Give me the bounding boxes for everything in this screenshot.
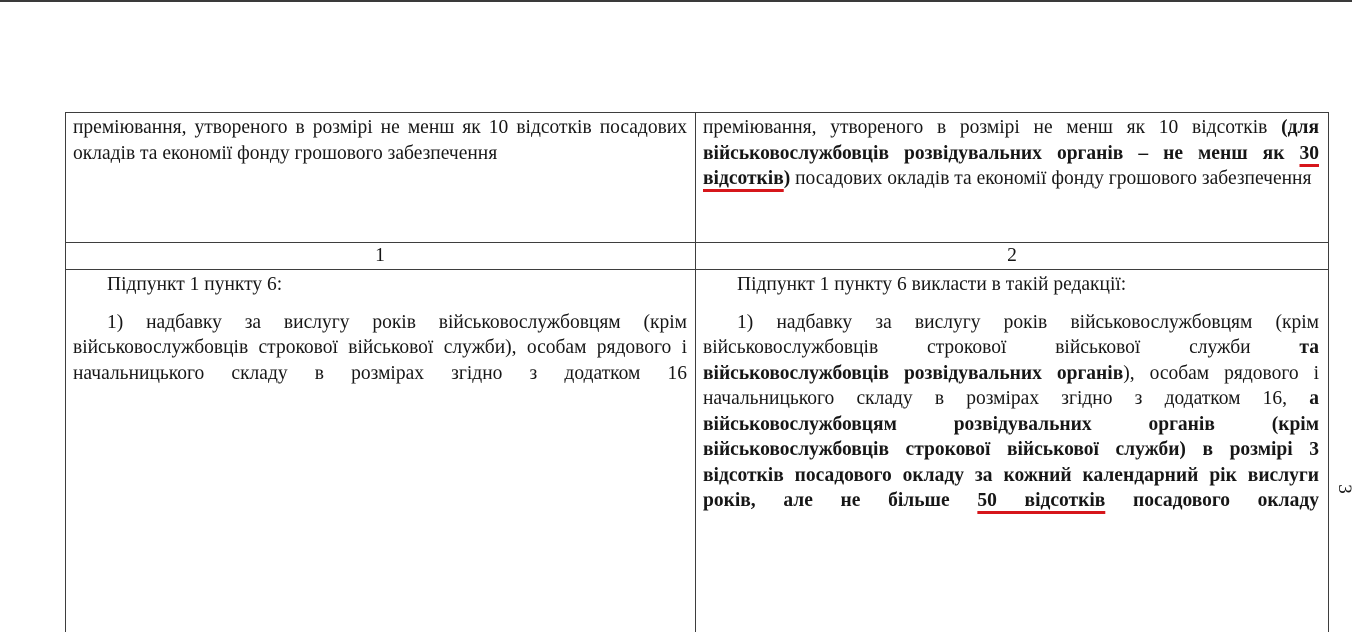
bottom-right-underlined-50: 50 відсотків (977, 490, 1106, 511)
column-number-2: 2 (1007, 245, 1017, 266)
bottom-left-cell (73, 272, 687, 412)
table-border-middle (695, 112, 696, 632)
top-right-text (703, 115, 1319, 192)
top-left-text: преміювання, утвореного в розмірі не менш як 10 відсотків посадових окладів та економії фонду грошового забезпечення (73, 117, 687, 164)
bottom-right-plain-mid: ), особам рядового і начальницького складу в розмірах згідно з додатком 16, (703, 362, 1319, 409)
bottom-left-body: 1) надбавку за вислугу років військовослужбовцям (крім військовослужбовців строкової військової служби), особам рядового і начальницького складу в розмірах згідно з додатком 16 (73, 311, 687, 384)
top-right-bold-close: ) (783, 168, 791, 189)
top-right-plain: преміювання, утвореного в розмірі не менш як 10 відсотків (703, 117, 1282, 138)
bottom-left-heading: Підпункт 1 пункту 6: (107, 274, 283, 295)
bottom-right-heading: Підпункт 1 пункту 6 викласти в такій редакції: (737, 274, 1127, 295)
table-border-numbers-bottom (65, 269, 1329, 270)
column-number-1: 1 (375, 245, 385, 266)
top-right-plain-end: посадових окладів та економії фонду грошового забезпечення (790, 168, 1312, 189)
bottom-right-cell (703, 272, 1319, 539)
bottom-right-bold-end: посадового окладу (1105, 490, 1319, 511)
bottom-right-bold-addition: а військовослужбовцям розвідувальних органів (крім військовослужбовців строкової військової служби) в розмірі 3 відсотків посадового окладу за кожний календарний рік вислуги років, але не більше (703, 388, 1319, 511)
table-border-left (65, 112, 66, 632)
bottom-right-plain: 1) надбавку за вислугу років військовослужбовцям (крім військовослужбовців строкової військової служби (703, 311, 1319, 358)
top-right-underlined-30: 30 відсотків (703, 142, 1319, 189)
comparison-table (65, 112, 1329, 632)
page-number: 3 (1334, 484, 1355, 494)
table-border-right (1328, 112, 1329, 632)
top-right-bold: (для військовослужбовців розвідувальних органів – не менш як (703, 117, 1319, 164)
bottom-right-body (703, 310, 1319, 540)
bottom-right-bold-insert: та військовослужбовців розвідувальних органів (703, 337, 1319, 384)
scan-top-edge (0, 0, 1352, 2)
top-right-cell (703, 115, 1319, 217)
table-border-top (65, 112, 1329, 113)
top-left-cell (73, 115, 687, 192)
